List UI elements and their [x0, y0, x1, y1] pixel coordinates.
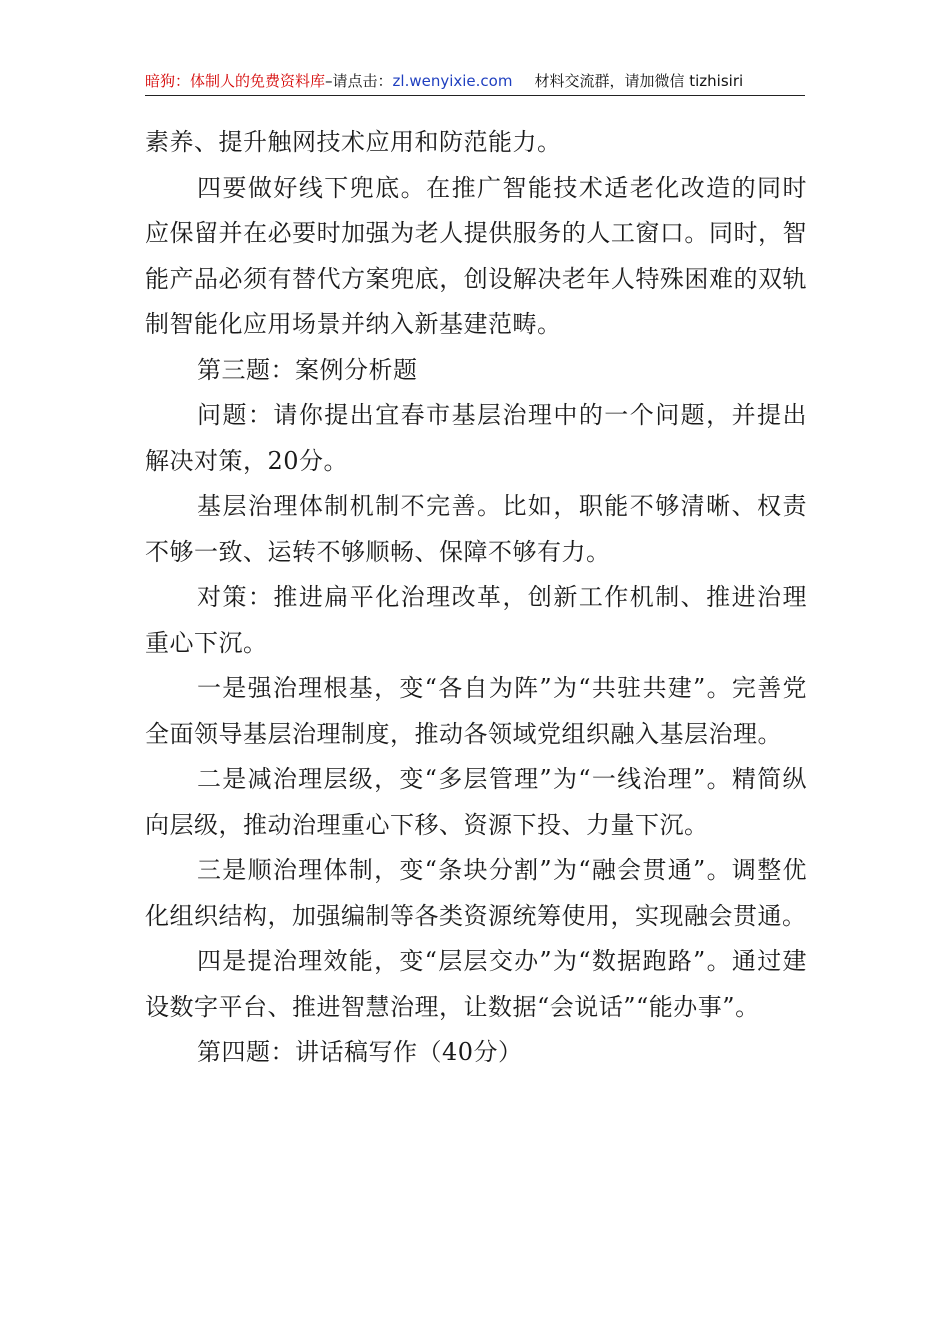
paragraph: 问题：请你提出宜春市基层治理中的一个问题，并提出解决对策，20分。	[145, 401, 807, 475]
paragraph: 四要做好线下兜底。在推广智能技术适老化改造的同时应保留并在必要时加强为老人提供服务的人工窗口。同时，智能产品必须有替代方案兜底，创设解决老年人特殊困难的双轨制智能化应用场景并纳入新基建范畴。	[145, 173, 807, 338]
paragraph: 基层治理体制机制不完善。比如，职能不够清晰、权责不够一致、运转不够顺畅、保障不够有力。	[145, 492, 807, 566]
section-heading: 第三题：案例分析题	[197, 355, 418, 384]
paragraph: 素养、提升触网技术应用和防范能力。	[145, 128, 562, 156]
page-header	[145, 68, 805, 94]
header-link-prefix: –请点击：	[325, 72, 393, 90]
paragraph: 三是顺治理体制，变“条块分割”为“融会贯通”。调整优化组织结构，加强编制等各类资源统筹使用，实现融会贯通。	[145, 856, 807, 930]
header-divider	[145, 95, 805, 96]
paragraph: 二是减治理层级，变“多层管理”为“一线治理”。精简纵向层级，推动治理重心下移、资源下投、力量下沉。	[145, 765, 807, 839]
paragraph: 对策：推进扁平化治理改革，创新工作机制、推进治理重心下沉。	[145, 583, 807, 657]
header-site-name: 暗狗：体制人的免费资料库	[145, 72, 326, 90]
paragraph: 一是强治理根基，变“各自为阵”为“共驻共建”。完善党全面领导基层治理制度，推动各领域党组织融入基层治理。	[145, 674, 807, 748]
header-link[interactable]: zl.wenyixie.com	[392, 72, 513, 90]
header-wechat-note: 材料交流群，请加微信 tizhisiri	[534, 72, 744, 90]
section-heading: 第四题：讲话稿写作（40分）	[197, 1038, 523, 1066]
document-body	[145, 120, 807, 1076]
paragraph: 四是提治理效能，变“层层交办”为“数据跑路”。通过建设数字平台、推进智慧治理，让数据“会说话”“能办事”。	[145, 947, 807, 1021]
